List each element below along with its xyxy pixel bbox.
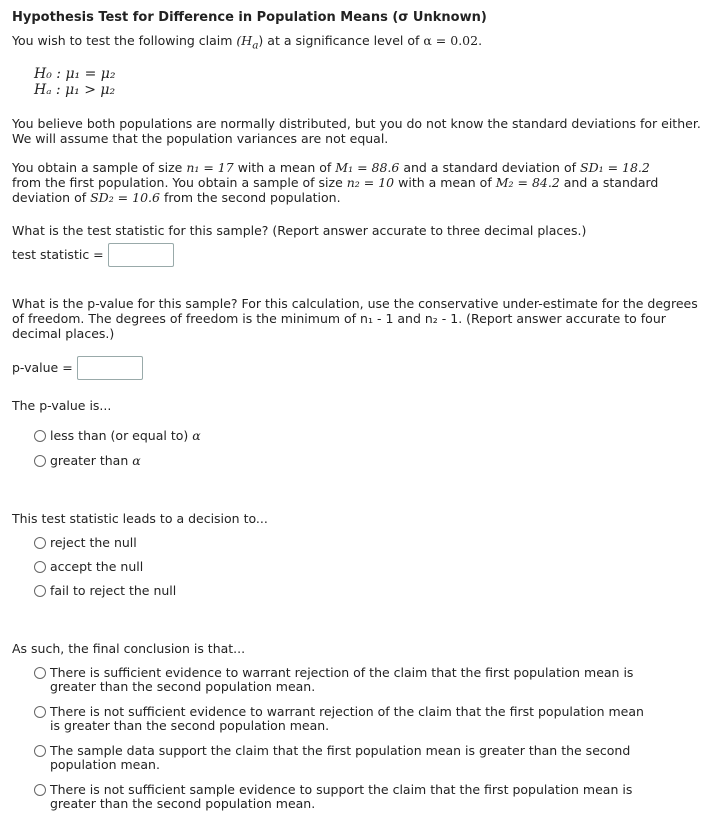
radio-button[interactable] xyxy=(34,745,46,757)
assumption-text: You believe both populations are normally distributed, but you do not know the standard deviations for either. We will assume that the population variances are not equal. xyxy=(12,115,701,146)
null-hypothesis: H₀ : μ₁ = μ₂ xyxy=(34,65,116,82)
test-statistic-label: test statistic = xyxy=(12,247,104,262)
conclusion-option-3[interactable]: The sample data support the claim that the first population mean is greater than the second population mean. xyxy=(34,744,650,772)
conclusion-option-1[interactable]: There is sufficient evidence to warrant rejection of the claim that the first population mean is greater than the second population mean. xyxy=(34,666,650,694)
pvalue-question: What is the p-value for this sample? For this calculation, use the conservative under-estimate for the degrees of freedom. The degrees of freedom is the minimum of n₁ - 1 and n₂ - 1. (Report answer accurate to four decimal places.) xyxy=(12,295,698,341)
option-accept-null[interactable]: accept the null xyxy=(34,560,710,574)
test-statistic-question: What is the test statistic for this sample? (Report answer accurate to three decimal places.) xyxy=(12,222,587,238)
claim-line: You wish to test the following claim $(H_a)$ at a significance level of α = 0.02. xyxy=(12,33,483,52)
pvalue-input[interactable] xyxy=(77,356,143,380)
compare-question: The p-value is... xyxy=(12,397,112,413)
radio-button[interactable] xyxy=(34,455,46,467)
page-title: Hypothesis Test for Difference in Population Means (σ Unknown) xyxy=(12,10,487,25)
decision-question: This test statistic leads to a decision to... xyxy=(12,510,268,526)
pvalue-label: p-value = xyxy=(12,360,73,375)
conclusion-option-4[interactable]: There is not sufficient sample evidence to support the claim that the first population mean is greater than the second population mean. xyxy=(34,783,650,811)
option-reject-null[interactable]: reject the null xyxy=(34,536,710,550)
radio-button[interactable] xyxy=(34,706,46,718)
conclusion-option-2[interactable]: There is not sufficient evidence to warrant rejection of the claim that the first population mean is greater than the second population mean. xyxy=(34,705,650,733)
test-statistic-input[interactable] xyxy=(108,243,174,267)
radio-button[interactable] xyxy=(34,430,46,442)
option-fail-to-reject[interactable]: fail to reject the null xyxy=(34,584,710,598)
radio-button[interactable] xyxy=(34,667,46,679)
alternative-hypothesis: Hₐ : μ₁ > μ₂ xyxy=(34,81,116,98)
sample-info: You obtain a sample of size n₁ = 17 with a mean of M₁ = 88.6 and a standard deviation of SD₁ = 18.2 from the first population. You obtain a sample of size n₂ = 10 with a mean of M₂ = 84.2 and a standard deviation of SD₂ = 10.6 from the second population. xyxy=(12,159,659,205)
option-greater-than[interactable]: greater than α xyxy=(34,454,710,468)
alpha-value: α = 0.02. xyxy=(423,33,483,48)
radio-button[interactable] xyxy=(34,561,46,573)
radio-button[interactable] xyxy=(34,784,46,796)
option-less-than[interactable]: less than (or equal to) α xyxy=(34,429,710,443)
radio-button[interactable] xyxy=(34,537,46,549)
conclusion-question: As such, the final conclusion is that... xyxy=(12,640,246,656)
radio-button[interactable] xyxy=(34,585,46,597)
